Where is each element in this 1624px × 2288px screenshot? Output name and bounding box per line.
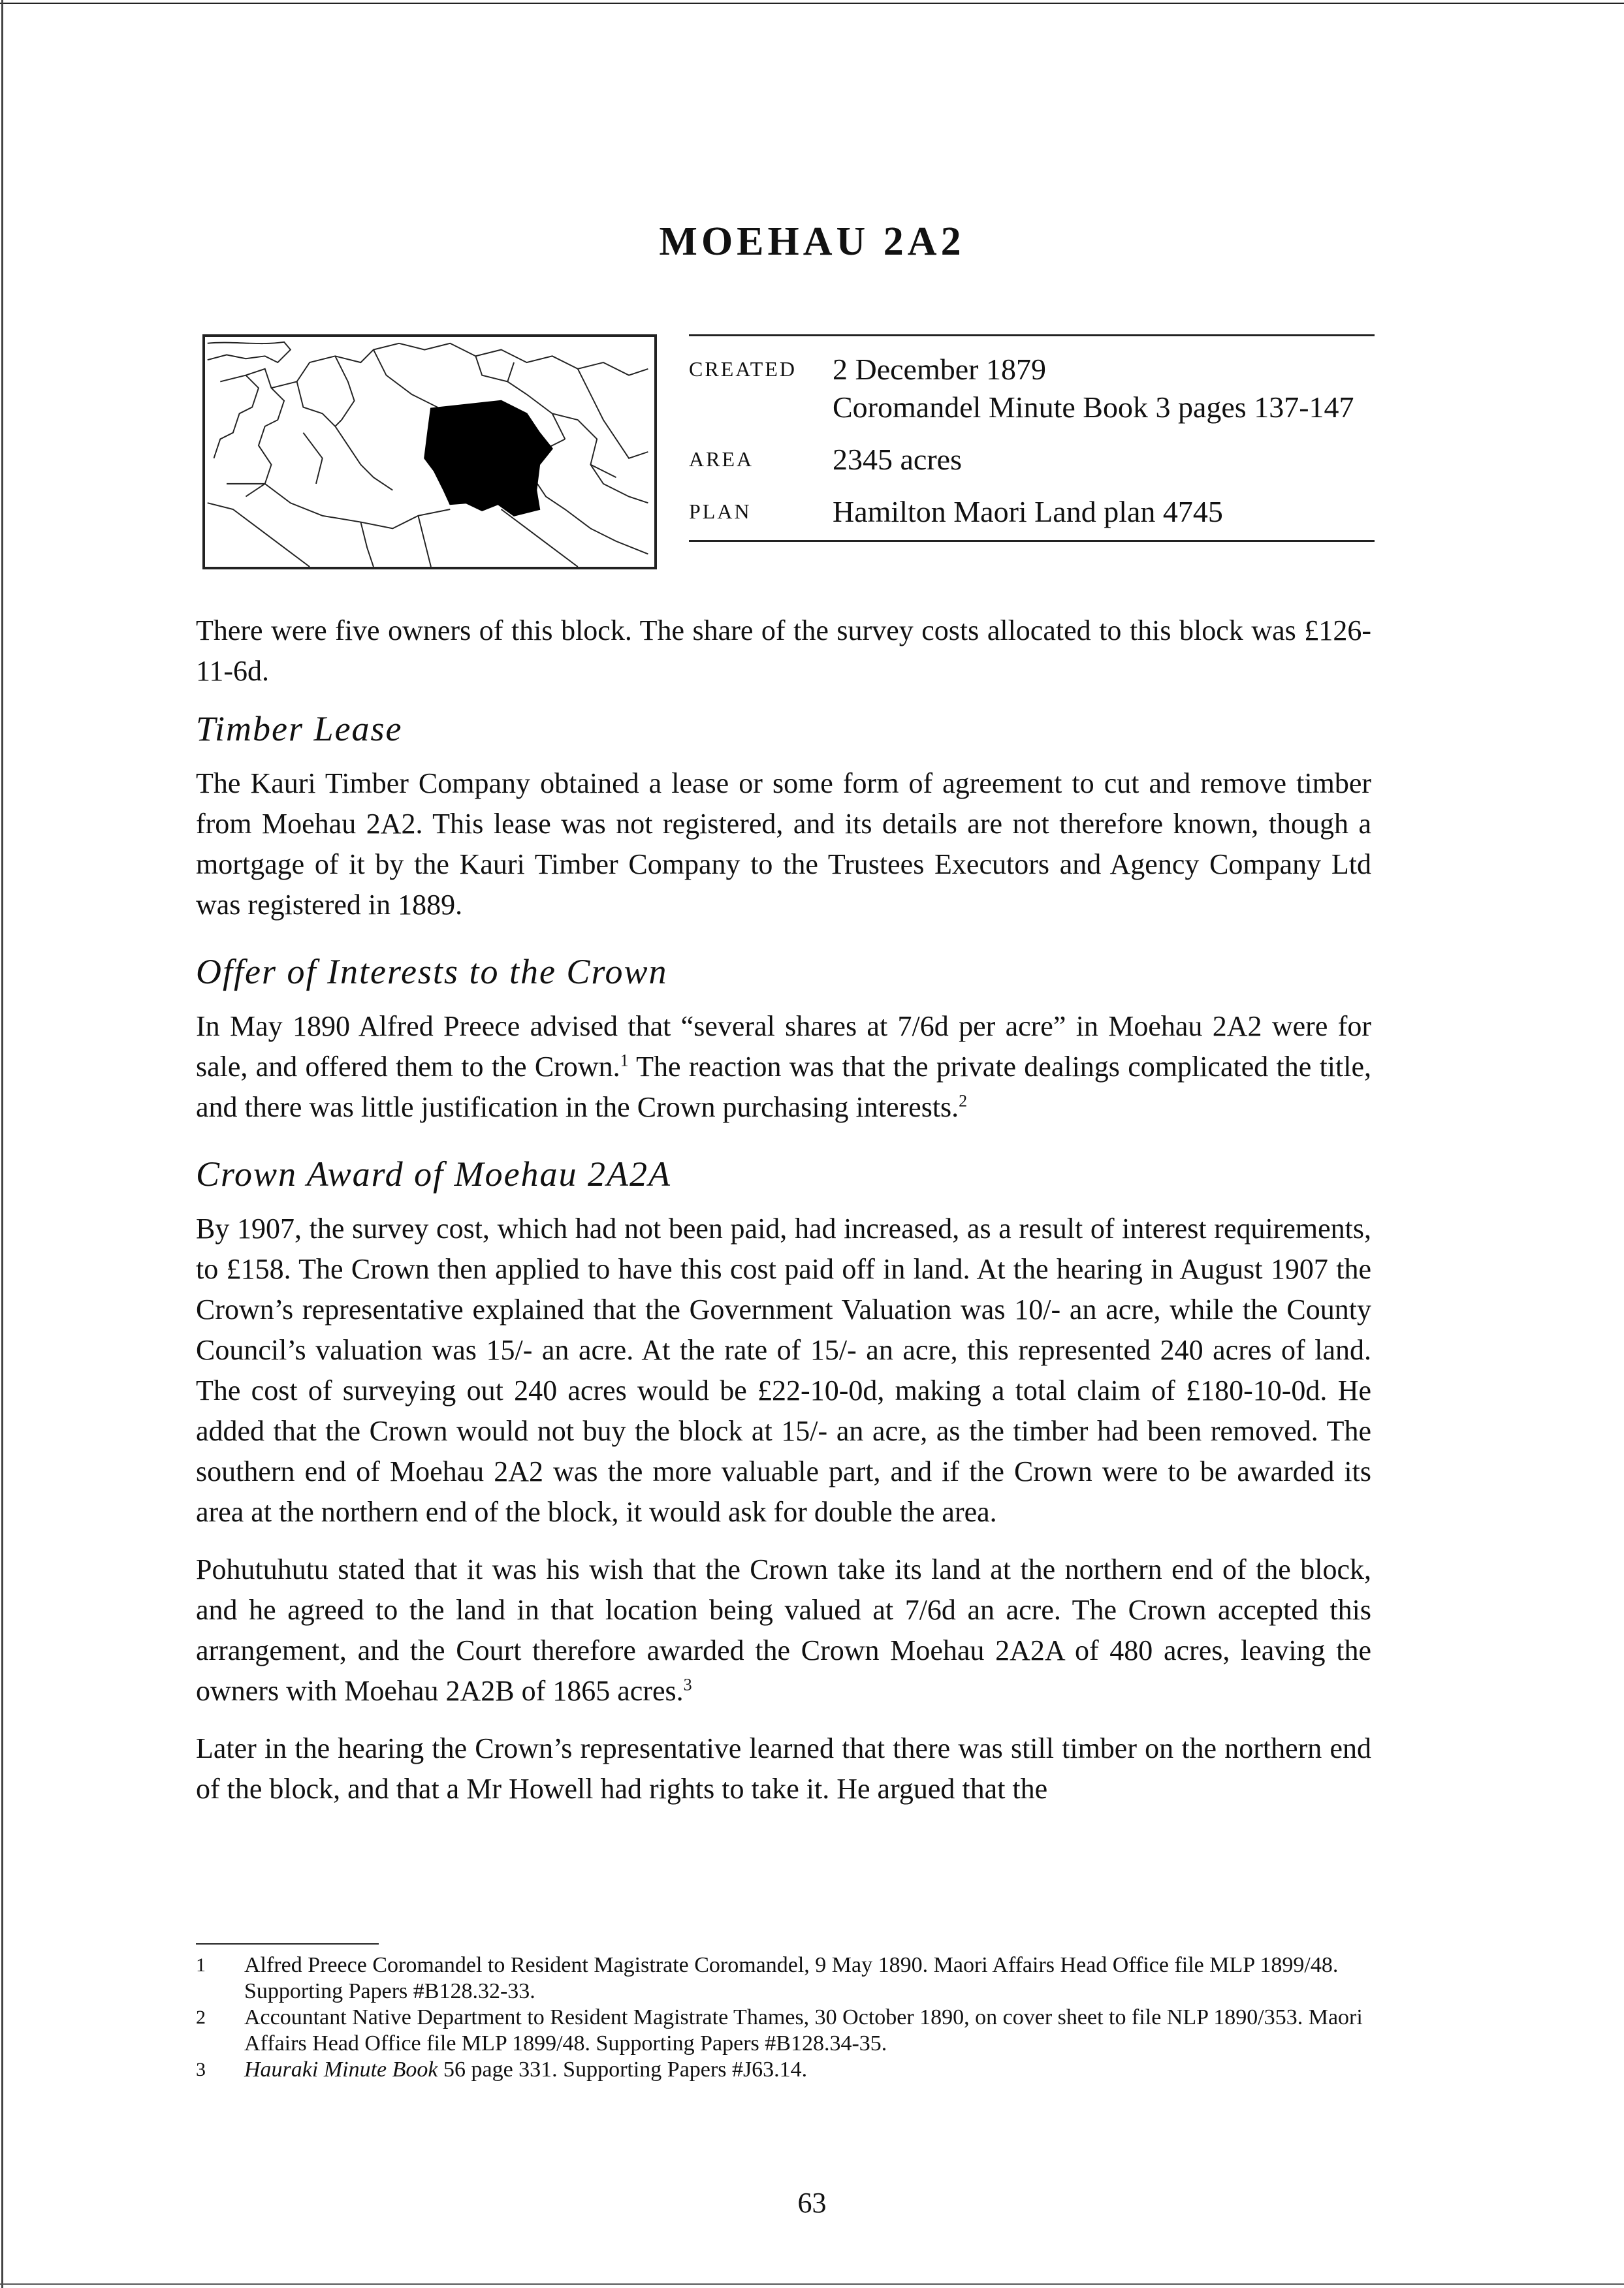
footnote-italic-title: Hauraki Minute Book bbox=[244, 2058, 438, 2082]
footnote-ref-3: 3 bbox=[683, 1675, 692, 1694]
footnote-number: 2 bbox=[196, 2007, 206, 2028]
block-location-map bbox=[202, 334, 657, 569]
top-border bbox=[0, 3, 1624, 4]
offer-text-1: In May 1890 Alfred Preece advised that “several shares at 7/6d per acre” in Moehau 2A2 were for sale, and offered them to the Crown. bbox=[196, 1010, 1371, 1083]
footnote-number: 1 bbox=[196, 1954, 206, 1976]
area-label: AREA bbox=[689, 447, 754, 471]
heading-offer-of-interests: Offer of Interests to the Crown bbox=[196, 952, 668, 991]
bottom-border bbox=[0, 2283, 1624, 2285]
plan-value: Hamilton Maori Land plan 4745 bbox=[833, 495, 1223, 528]
heading-timber-lease: Timber Lease bbox=[196, 709, 403, 748]
info-row-plan bbox=[689, 493, 1375, 531]
highlighted-block-moehau-2a2 bbox=[424, 401, 552, 516]
footnote-rest: 56 page 331. Supporting Papers #J63.14. bbox=[438, 2058, 808, 2082]
info-row-area bbox=[689, 441, 1375, 479]
footnote-ref-2: 2 bbox=[959, 1091, 968, 1111]
page-title: MOEHAU 2A2 bbox=[659, 219, 965, 264]
created-date: 2 December 1879 bbox=[833, 353, 1046, 386]
offer-paragraph bbox=[196, 1006, 1371, 1128]
map-drawing bbox=[205, 337, 654, 567]
footnote-number: 3 bbox=[196, 2059, 206, 2080]
award-paragraph-3: Later in the hearing the Crown’s representative learned that there was still timber on the northern end of the block, and that a Mr Howell had rights to take it. He argued that the bbox=[196, 1732, 1371, 1805]
info-top-rule bbox=[689, 334, 1375, 336]
created-value bbox=[833, 351, 1354, 426]
timber-paragraph: The Kauri Timber Company obtained a lease or some form of agreement to cut and remove timber from Moehau 2A2. This lease was not registered, and its details are not therefore known, though a mortgage of it by the Kauri Timber Company to the Trustees Executors and Agency Company Ltd was registered in 1889. bbox=[196, 767, 1371, 921]
footnote-2 bbox=[196, 2005, 1371, 2057]
footnote-text bbox=[244, 2057, 1371, 2083]
footnote-text: Accountant Native Department to Resident Magistrate Thames, 30 October 1890, on cover sheet to file NLP 1890/353. Maori Affairs Head Office file MLP 1899/48. Supporting Papers #B128.34-35. bbox=[244, 2005, 1363, 2056]
area-value: 2345 acres bbox=[833, 443, 962, 476]
footnotes bbox=[196, 1952, 1371, 2083]
heading-crown-award: Crown Award of Moehau 2A2A bbox=[196, 1154, 672, 1194]
intro-paragraph: There were five owners of this block. The share of the survey costs allocated to this block was £126-11-6d. bbox=[196, 614, 1371, 687]
award-paragraph-2 bbox=[196, 1549, 1371, 1711]
footnote-ref-1: 1 bbox=[620, 1051, 629, 1070]
footnote-3 bbox=[196, 2057, 1371, 2083]
info-bottom-rule bbox=[689, 540, 1375, 542]
info-row-created bbox=[689, 351, 1375, 426]
plan-label: PLAN bbox=[689, 500, 752, 523]
created-label: CREATED bbox=[689, 357, 797, 381]
award-paragraph-1: By 1907, the survey cost, which had not been paid, had increased, as a result of interest requirements, to £158. The Crown then applied to have this cost paid off in land. At the hearing in August 1907 the Crown’s representative explained that the Government Valuation was 10/- an acre, while the County Council’s valuation was 15/- an acre. At the rate of 15/- an acre, this represented 240 acres of land. The cost of surveying out 240 acres would be £22-10-0d, making a total claim of £180-10-0d. He added that the Crown would not buy the block at 15/- an acre, as the timber had been removed. The southern end of Moehau 2A2 was the more valuable part, and if the Crown were to be awarded its area at the northern end of the block, it would ask for double the area. bbox=[196, 1213, 1371, 1528]
page-number: 63 bbox=[797, 2187, 827, 2219]
footnote-1 bbox=[196, 1952, 1371, 2005]
offer-text-2: The reaction was that the private dealings complicated the title, and there was little justification in the Crown purchasing interests. bbox=[196, 1051, 1371, 1123]
footnote-rule bbox=[196, 1943, 379, 1945]
body-text bbox=[196, 611, 1371, 1826]
footnote-text: Alfred Preece Coromandel to Resident Magistrate Coromandel, 9 May 1890. Maori Affairs Head Office file MLP 1899/48. Supporting Papers #B128.32-33. bbox=[244, 1953, 1339, 2003]
award-text-2: Pohutuhutu stated that it was his wish that the Crown take its land at the northern end of the block, and he agreed to the land in that location being valued at 7/6d an acre. The Crown accepted this arrangement, and the Court therefore awarded the Crown Moehau 2A2A of 480 acres, leaving the owners with Moehau 2A2B of 1865 acres. bbox=[196, 1553, 1371, 1707]
left-border bbox=[1, 0, 3, 2288]
created-minute-book: Coromandel Minute Book 3 pages 137-147 bbox=[833, 390, 1354, 424]
block-info-table bbox=[689, 334, 1375, 542]
